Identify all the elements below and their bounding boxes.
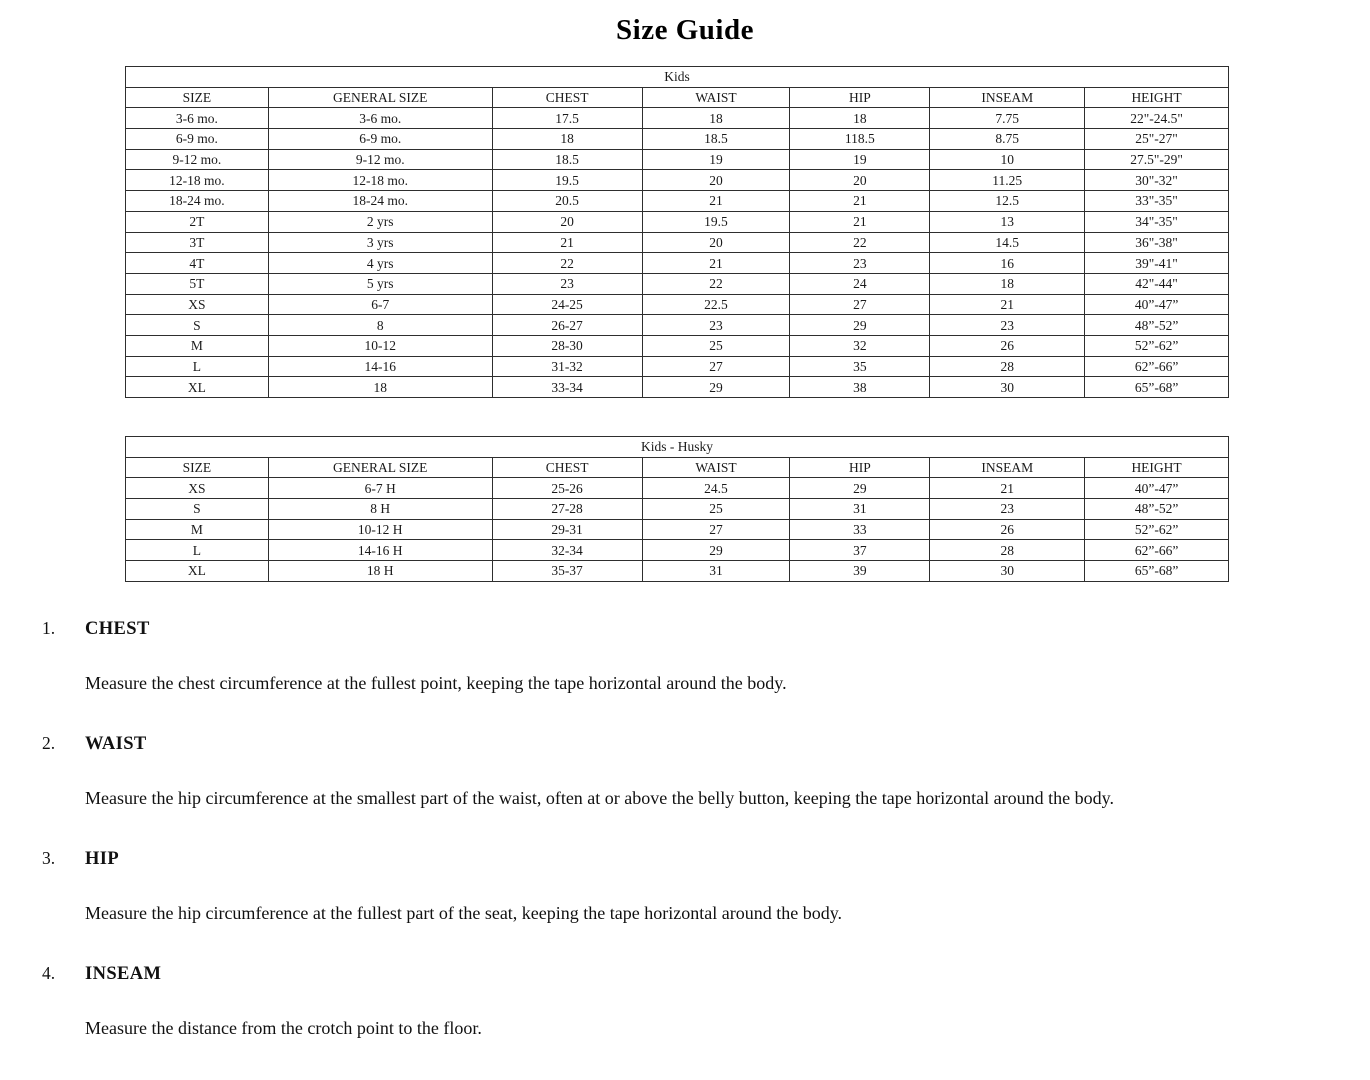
table-cell: 20: [642, 170, 790, 191]
table-cell: S: [126, 499, 269, 520]
table-cell: 62”-66”: [1085, 356, 1229, 377]
table-cell: 12.5: [930, 191, 1085, 212]
table-cell: 48”-52”: [1085, 315, 1229, 336]
table-cell: 6-7 H: [268, 478, 492, 499]
table-cell: 23: [492, 273, 642, 294]
table-row: [126, 335, 1229, 356]
table-cell: 31-32: [492, 356, 642, 377]
table-cell: 22.5: [642, 294, 790, 315]
table-row: [126, 540, 1229, 561]
table-cell: 6-9 mo.: [268, 129, 492, 150]
table-cell: 27: [642, 519, 790, 540]
table-cell: 2 yrs: [268, 211, 492, 232]
table-cell: 28: [930, 356, 1085, 377]
table-cell: 65”-68”: [1085, 377, 1229, 398]
table-cell: 20: [492, 211, 642, 232]
table-header-cell: CHEST: [492, 87, 642, 108]
table-cell: 29: [790, 315, 930, 336]
table-cell: 24.5: [642, 478, 790, 499]
definition-description: Measure the hip circumference at the smallest part of the waist, often at or above the belly button, keeping the tape horizontal around the body.: [85, 787, 1114, 808]
table-cell: 18.5: [642, 129, 790, 150]
table-cell: 31: [642, 561, 790, 582]
table-row: [126, 561, 1229, 582]
page-title: Size Guide: [616, 14, 754, 46]
table-cell: 25: [642, 499, 790, 520]
table-cell: 11.25: [930, 170, 1085, 191]
table-cell: 30: [930, 377, 1085, 398]
table-cell: 21: [642, 253, 790, 274]
table-row: [126, 191, 1229, 212]
table-row: [126, 129, 1229, 150]
definition-heading: [42, 848, 1370, 870]
table-cell: 48”-52”: [1085, 499, 1229, 520]
table-header-cell: HEIGHT: [1085, 457, 1229, 478]
table-cell: 39"-41": [1085, 253, 1229, 274]
table-cell: 20: [790, 170, 930, 191]
table-cell: 18-24 mo.: [126, 191, 269, 212]
table-cell: 18: [268, 377, 492, 398]
table-cell: 10-12: [268, 335, 492, 356]
table-cell: 7.75: [930, 108, 1085, 129]
table-cell: 28-30: [492, 335, 642, 356]
table-cell: 23: [642, 315, 790, 336]
table-cell: 13: [930, 211, 1085, 232]
table-cell: 29: [642, 540, 790, 561]
table-cell: 31: [790, 499, 930, 520]
table-cell: 14.5: [930, 232, 1085, 253]
table-cell: 52”-62”: [1085, 519, 1229, 540]
table-cell: 8 H: [268, 499, 492, 520]
table-cell: 5 yrs: [268, 273, 492, 294]
table-cell: 29: [642, 377, 790, 398]
table-cell: 22: [790, 232, 930, 253]
table-cell: 22"-24.5": [1085, 108, 1229, 129]
table-cell: L: [126, 540, 269, 561]
table-header-cell: SIZE: [126, 87, 269, 108]
table-cell: 27: [642, 356, 790, 377]
table-cell: 6-9 mo.: [126, 129, 269, 150]
table-row: [126, 499, 1229, 520]
definition-item: [42, 733, 1370, 809]
table-cell: 30"-32": [1085, 170, 1229, 191]
definition-term: HIP: [85, 848, 120, 869]
table-header-cell: SIZE: [126, 457, 269, 478]
table-cell: 36"-38": [1085, 232, 1229, 253]
definition-item: [42, 618, 1370, 694]
table-cell: 35-37: [492, 561, 642, 582]
table-cell: 22: [642, 273, 790, 294]
table-header-cell: GENERAL SIZE: [268, 87, 492, 108]
table-cell: XL: [126, 561, 269, 582]
table-cell: 4T: [126, 253, 269, 274]
table-cell: 21: [930, 478, 1085, 499]
table-cell: 19: [790, 149, 930, 170]
table-cell: 8: [268, 315, 492, 336]
table-cell: 21: [790, 211, 930, 232]
table-cell: 65”-68”: [1085, 561, 1229, 582]
table-header-cell: INSEAM: [930, 457, 1085, 478]
table-cell: 40”-47”: [1085, 294, 1229, 315]
table-cell: 9-12 mo.: [268, 149, 492, 170]
table-cell: 34"-35": [1085, 211, 1229, 232]
table-header-cell: INSEAM: [930, 87, 1085, 108]
table-cell: 28: [930, 540, 1085, 561]
table-row: [126, 211, 1229, 232]
table-header-row: [126, 87, 1229, 108]
table-caption-row: [126, 67, 1229, 88]
table-cell: 2T: [126, 211, 269, 232]
table-row: [126, 149, 1229, 170]
table-cell: 19: [642, 149, 790, 170]
table-cell: XL: [126, 377, 269, 398]
table-cell: 10-12 H: [268, 519, 492, 540]
table-cell: 24: [790, 273, 930, 294]
table-cell: 18.5: [492, 149, 642, 170]
table-cell: 3 yrs: [268, 232, 492, 253]
table-cell: 12-18 mo.: [268, 170, 492, 191]
table-cell: 10: [930, 149, 1085, 170]
table-header-cell: WAIST: [642, 87, 790, 108]
definition-description: Measure the chest circumference at the fullest point, keeping the tape horizontal around the body.: [85, 672, 787, 693]
definition-number: 1.: [42, 617, 56, 638]
table-header-row: [126, 457, 1229, 478]
definition-term: INSEAM: [85, 963, 162, 984]
table-cell: 27.5"-29": [1085, 149, 1229, 170]
definition-description: Measure the distance from the crotch point to the floor.: [85, 1017, 482, 1038]
table-cell: 18: [492, 129, 642, 150]
table-cell: 22: [492, 253, 642, 274]
table-header-cell: HIP: [790, 87, 930, 108]
table-row: [126, 232, 1229, 253]
table-cell: 18: [790, 108, 930, 129]
table-cell: 40”-47”: [1085, 478, 1229, 499]
definition-heading: [42, 618, 1370, 640]
table-cell: 33"-35": [1085, 191, 1229, 212]
table-cell: 18-24 mo.: [268, 191, 492, 212]
kids-size-table: [125, 66, 1229, 398]
table-cell: L: [126, 356, 269, 377]
table-cell: 14-16: [268, 356, 492, 377]
table-cell: 3-6 mo.: [268, 108, 492, 129]
table-row: [126, 315, 1229, 336]
table-header-cell: GENERAL SIZE: [268, 457, 492, 478]
definitions-list: [42, 618, 1370, 1039]
table-cell: 39: [790, 561, 930, 582]
table-cell: 20.5: [492, 191, 642, 212]
table-cell: 21: [930, 294, 1085, 315]
table-cell: 21: [642, 191, 790, 212]
table-header-cell: WAIST: [642, 457, 790, 478]
table-cell: 118.5: [790, 129, 930, 150]
table-row: [126, 356, 1229, 377]
table-header-cell: CHEST: [492, 457, 642, 478]
table-cell: 25: [642, 335, 790, 356]
table-cell: 27-28: [492, 499, 642, 520]
table-caption-row: [126, 437, 1229, 458]
table-cell: 29-31: [492, 519, 642, 540]
table-cell: 21: [492, 232, 642, 253]
table-cell: 18: [930, 273, 1085, 294]
table-cell: 5T: [126, 273, 269, 294]
table-cell: 33-34: [492, 377, 642, 398]
table-cell: XS: [126, 478, 269, 499]
table-header-cell: HIP: [790, 457, 930, 478]
table-cell: 21: [790, 191, 930, 212]
table-cell: 19.5: [492, 170, 642, 191]
table-cell: 38: [790, 377, 930, 398]
table-cell: 26: [930, 335, 1085, 356]
table-cell: 6-7: [268, 294, 492, 315]
definition-number: 2.: [42, 732, 56, 753]
table-cell: 32: [790, 335, 930, 356]
table-row: [126, 273, 1229, 294]
table-cell: 62”-66”: [1085, 540, 1229, 561]
definition-term: WAIST: [85, 733, 147, 754]
table-cell: 14-16 H: [268, 540, 492, 561]
table-cell: 3-6 mo.: [126, 108, 269, 129]
table-cell: 26-27: [492, 315, 642, 336]
table-cell: 42"-44": [1085, 273, 1229, 294]
definition-heading: [42, 963, 1370, 985]
table-cell: 9-12 mo.: [126, 149, 269, 170]
definition-description: Measure the hip circumference at the fullest part of the seat, keeping the tape horizontal around the body.: [85, 902, 843, 923]
table-cell: M: [126, 335, 269, 356]
table-cell: 24-25: [492, 294, 642, 315]
table-row: [126, 294, 1229, 315]
table-row: [126, 377, 1229, 398]
table-cell: XS: [126, 294, 269, 315]
table-row: [126, 108, 1229, 129]
table-cell: S: [126, 315, 269, 336]
kids-husky-size-table: [125, 436, 1229, 582]
table-cell: 4 yrs: [268, 253, 492, 274]
table-cell: 18: [642, 108, 790, 129]
table-cell: 17.5: [492, 108, 642, 129]
table-cell: 12-18 mo.: [126, 170, 269, 191]
table-row: [126, 253, 1229, 274]
table-cell: 16: [930, 253, 1085, 274]
table-cell: 3T: [126, 232, 269, 253]
table-cell: 20: [642, 232, 790, 253]
table-row: [126, 170, 1229, 191]
table-cell: 33: [790, 519, 930, 540]
table-row: [126, 478, 1229, 499]
table-cell: 23: [930, 499, 1085, 520]
table-cell: 25"-27": [1085, 129, 1229, 150]
table-cell: 8.75: [930, 129, 1085, 150]
definition-number: 4.: [42, 962, 56, 983]
table-header-cell: HEIGHT: [1085, 87, 1229, 108]
table-row: [126, 519, 1229, 540]
table-cell: 26: [930, 519, 1085, 540]
table-cell: 32-34: [492, 540, 642, 561]
definition-heading: [42, 733, 1370, 755]
definition-term: CHEST: [85, 618, 150, 639]
table-caption: Kids: [126, 67, 1229, 88]
table-cell: 23: [790, 253, 930, 274]
table-cell: M: [126, 519, 269, 540]
table-cell: 23: [930, 315, 1085, 336]
definition-item: [42, 963, 1370, 1039]
table-cell: 18 H: [268, 561, 492, 582]
table-cell: 37: [790, 540, 930, 561]
table-cell: 29: [790, 478, 930, 499]
table-cell: 25-26: [492, 478, 642, 499]
table-cell: 30: [930, 561, 1085, 582]
definition-item: [42, 848, 1370, 924]
table-cell: 27: [790, 294, 930, 315]
table-cell: 19.5: [642, 211, 790, 232]
definition-number: 3.: [42, 847, 56, 868]
table-cell: 35: [790, 356, 930, 377]
table-cell: 52”-62”: [1085, 335, 1229, 356]
table-caption: Kids - Husky: [126, 437, 1229, 458]
